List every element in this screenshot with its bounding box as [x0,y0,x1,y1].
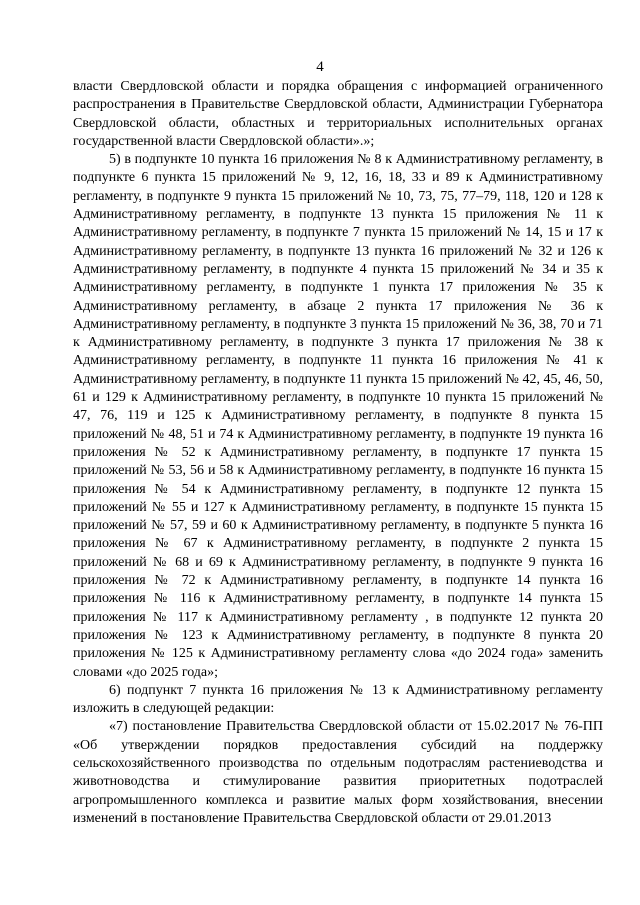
paragraph-item-6: 6) подпункт 7 пункта 16 приложения № 13 к Административному регламенту изложить в следующей редакции: [73,682,603,717]
document-body [73,78,603,828]
page-number: 4 [316,59,324,75]
paragraph-continuation: власти Свердловской области и порядка обращения с информацией ограниченного распространения в Правительстве Свердловской области, Администрации Губернатора Свердловской области, областных и территориальных исполнительных органах государственной власти Свердловской области».»; [73,79,603,149]
paragraph-item-5: 5) в подпункте 10 пункта 16 приложения № 8 к Административному регламенту, в подпункте 6 пункта 15 приложений № 9, 12, 16, 18, 33 и 89 к Административному регламенту, в подпункте 9 пункта 15 приложений № 10, 73, 75, 77–79, 118, 120 и 128 к Административному регламенту, в подпункте 13 пункта 15 приложения № 11 к Административному регламенту, в подпункте 7 пункта 15 приложений № 14, 15 и 17 к Административному регламенту, в подпункте 13 пункта 16 приложений № 32 и 126 к Административному регламенту, в подпункте 4 пункта 15 приложений № 34 и 35 к Административному регламенту, в подпункте 1 пункта 17 приложения № 35 к Административному регламенту, в абзаце 2 пункта 17 приложения № 36 к Административному регламенту, в подпункте 3 пункта 15 приложений № 36, 38, 70 и 71 к Административному регламенту, в подпункте 3 пункта 17 приложения № 38 к Административному регламенту, в подпункте 11 пункта 16 приложения № 41 к Административному регламенту, в подпункте 11 пункта 15 приложений № 42, 45, 46, 50, 61 и 129 к Административному регламенту, в подпункте 10 пункта 15 приложений № 47, 76, 119 и 125 к Административному регламенту, в подпункте 8 пункта 15 приложений № 48, 51 и 74 к Административному регламенту, в подпункте 19 пункта 16 приложения № 52 к Административному регламенту, в подпункте 17 пункта 15 приложений № 53, 56 и 58 к Административному регламенту, в подпункте 16 пункта 15 приложения № 54 к Административному регламенту, в подпункте 12 пункта 15 приложений № 55 и 127 к Административному регламенту, в подпункте 15 пункта 15 приложений № 57, 59 и 60 к Административному регламенту, в подпункте 5 пункта 16 приложения № 67 к Административному регламенту, в подпункте 2 пункта 15 приложений № 68 и 69 к Административному регламенту, в подпункте 9 пункта 16 приложения № 72 к Административному регламенту, в подпункте 14 пункта 16 приложения № 116 к Административному регламенту, в подпункте 14 пункта 15 приложения № 117 к Административному регламенту , в подпункте 12 пункта 20 приложения № 123 к Административному регламенту, в подпункте 8 пункта 20 приложения № 125 к Административному регламенту слова «до 2024 года» заменить словами «до 2025 года»; [73,152,603,680]
paragraph-item-7-quote: «7) постановление Правительства Свердловской области от 15.02.2017 № 76-ПП «Об утверждении порядков предоставления субсидий на поддержку сельскохозяйственного производства по отдельным подотраслям растениеводства и животноводства и стимулирование развития приоритетных подотраслей агропромышленного комплекса и развитие малых форм хозяйствования, внесении изменений в постановление Правительства Свердловской области от 29.01.2013 [73,719,603,826]
